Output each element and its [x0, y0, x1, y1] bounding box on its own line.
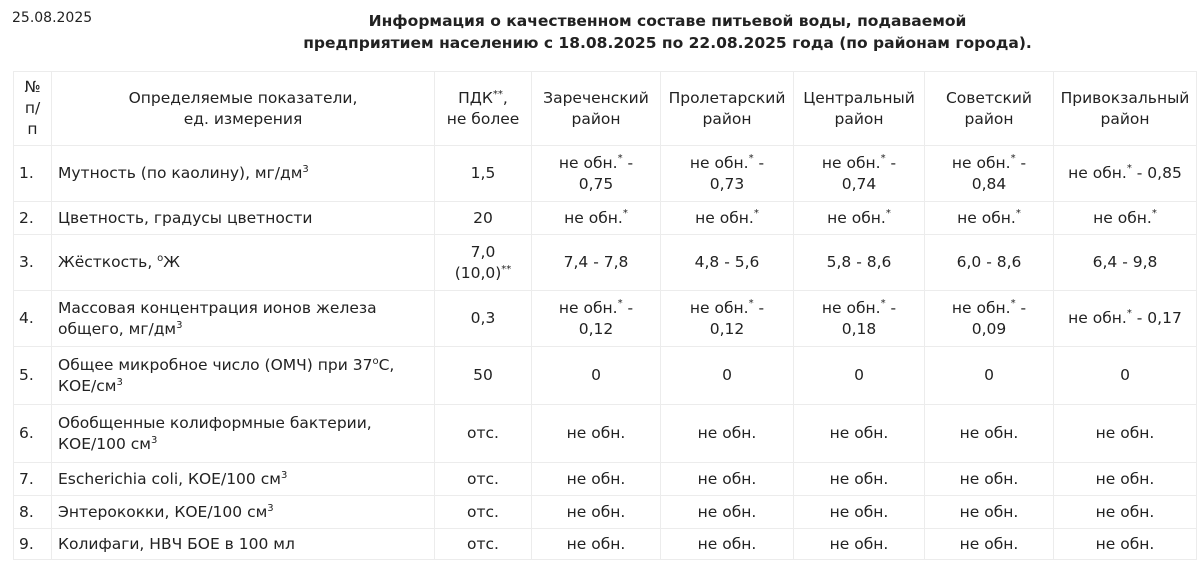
district-value: не обн.* - 0,74 [794, 146, 925, 202]
parameter-name: Цветность, градусы цветности [52, 202, 435, 235]
district-value: не обн.* - 0,75 [532, 146, 661, 202]
row-number: 7. [14, 463, 52, 496]
row-number: 1. [14, 146, 52, 202]
district-value: 0 [1054, 347, 1197, 405]
district-value: не обн.* - 0,18 [794, 291, 925, 347]
title-line-2: предприятием населению с 18.08.2025 по 22.08.2025 года (по районам города). [303, 34, 1032, 52]
district-value: не обн. [925, 529, 1054, 560]
row-number: 8. [14, 496, 52, 529]
table-row [14, 347, 1197, 405]
district-value: не обн. [925, 463, 1054, 496]
district-value: не обн.* - 0,12 [532, 291, 661, 347]
parameter-name: Обобщенные колиформные бактерии, КОЕ/100 $см^3$ [52, 405, 435, 463]
table-row [14, 202, 1197, 235]
pdk-value: 20 [435, 202, 532, 235]
header-district: Пролетарский район [661, 72, 794, 146]
district-value: не обн. [661, 463, 794, 496]
district-value: не обн. [661, 529, 794, 560]
district-value: 0 [794, 347, 925, 405]
parameter-name: Колифаги, НВЧ БОЕ в 100 мл [52, 529, 435, 560]
header-number: № п/ п [14, 72, 52, 146]
district-value: не обн. [661, 496, 794, 529]
district-value: 0 [532, 347, 661, 405]
header-parameter: Определяемые показатели, ед. измерения [52, 72, 435, 146]
district-value: не обн. [532, 496, 661, 529]
district-value: не обн. [661, 405, 794, 463]
district-value: не обн.* [1054, 202, 1197, 235]
table-row [14, 529, 1197, 560]
header-pdk: ПДК**, не более [435, 72, 532, 146]
pdk-value: 0,3 [435, 291, 532, 347]
report-date: 25.08.2025 [12, 10, 93, 26]
parameter-name: Мутность (по каолину), $мг/дм^3$ [52, 146, 435, 202]
district-value: 6,0 - 8,6 [925, 235, 1054, 291]
pdk-value: отс. [435, 529, 532, 560]
header-district: Зареченский район [532, 72, 661, 146]
district-value: не обн. [1054, 529, 1197, 560]
pdk-value: 7,0 (10,0)** [435, 235, 532, 291]
row-number: 5. [14, 347, 52, 405]
district-value: не обн. [794, 529, 925, 560]
pdk-value: отс. [435, 463, 532, 496]
table-row [14, 146, 1197, 202]
row-number: 2. [14, 202, 52, 235]
parameter-name: Массовая концентрация ионов железа общего, $мг/дм^3$ [52, 291, 435, 347]
page-title [240, 10, 1095, 54]
pdk-value: отс. [435, 405, 532, 463]
table-row [14, 291, 1197, 347]
district-value: не обн. [1054, 463, 1197, 496]
table-row [14, 405, 1197, 463]
district-value: не обн. [532, 463, 661, 496]
pdk-value: отс. [435, 496, 532, 529]
district-value: не обн. [794, 463, 925, 496]
header-district: Советский район [925, 72, 1054, 146]
pdk-value: 1,5 [435, 146, 532, 202]
title-line-1: Информация о качественном составе питьевой воды, подаваемой [368, 12, 967, 30]
district-value: 6,4 - 9,8 [1054, 235, 1197, 291]
row-number: 3. [14, 235, 52, 291]
district-value: 0 [661, 347, 794, 405]
district-value: 5,8 - 8,6 [794, 235, 925, 291]
district-value: не обн. [532, 405, 661, 463]
row-number: 6. [14, 405, 52, 463]
district-value: не обн. [1054, 405, 1197, 463]
parameter-name: Escherichia coli, КОЕ/100 $см^3$ [52, 463, 435, 496]
table-row [14, 235, 1197, 291]
district-value: не обн. [925, 496, 1054, 529]
district-value: не обн.* [925, 202, 1054, 235]
header-district: Центральный район [794, 72, 925, 146]
district-value: не обн. [925, 405, 1054, 463]
pdk-value: 50 [435, 347, 532, 405]
header-row [14, 72, 1197, 146]
district-value: не обн.* - 0,09 [925, 291, 1054, 347]
district-value: не обн. [794, 405, 925, 463]
district-value: не обн. [794, 496, 925, 529]
district-value: 0 [925, 347, 1054, 405]
parameter-name: Общее микробное число (ОМЧ) при $37^оС$, КОЕ/$см^3$ [52, 347, 435, 405]
parameter-name: Энтерококки, КОЕ/100 $см^3$ [52, 496, 435, 529]
district-value: 4,8 - 5,6 [661, 235, 794, 291]
district-value: не обн.* [532, 202, 661, 235]
table-row [14, 496, 1197, 529]
district-value: не обн.* - 0,73 [661, 146, 794, 202]
water-quality-table [13, 71, 1197, 560]
district-value: не обн.* - 0,12 [661, 291, 794, 347]
district-value: не обн.* - 0,17 [1054, 291, 1197, 347]
district-value: не обн.* - 0,85 [1054, 146, 1197, 202]
header-district: Привокзальный район [1054, 72, 1197, 146]
row-number: 4. [14, 291, 52, 347]
district-value: не обн.* - 0,84 [925, 146, 1054, 202]
district-value: 7,4 - 7,8 [532, 235, 661, 291]
district-value: не обн.* [661, 202, 794, 235]
district-value: не обн.* [794, 202, 925, 235]
district-value: не обн. [1054, 496, 1197, 529]
parameter-name: Жёсткость, $^о$Ж [52, 235, 435, 291]
district-value: не обн. [532, 529, 661, 560]
table-row [14, 463, 1197, 496]
row-number: 9. [14, 529, 52, 560]
